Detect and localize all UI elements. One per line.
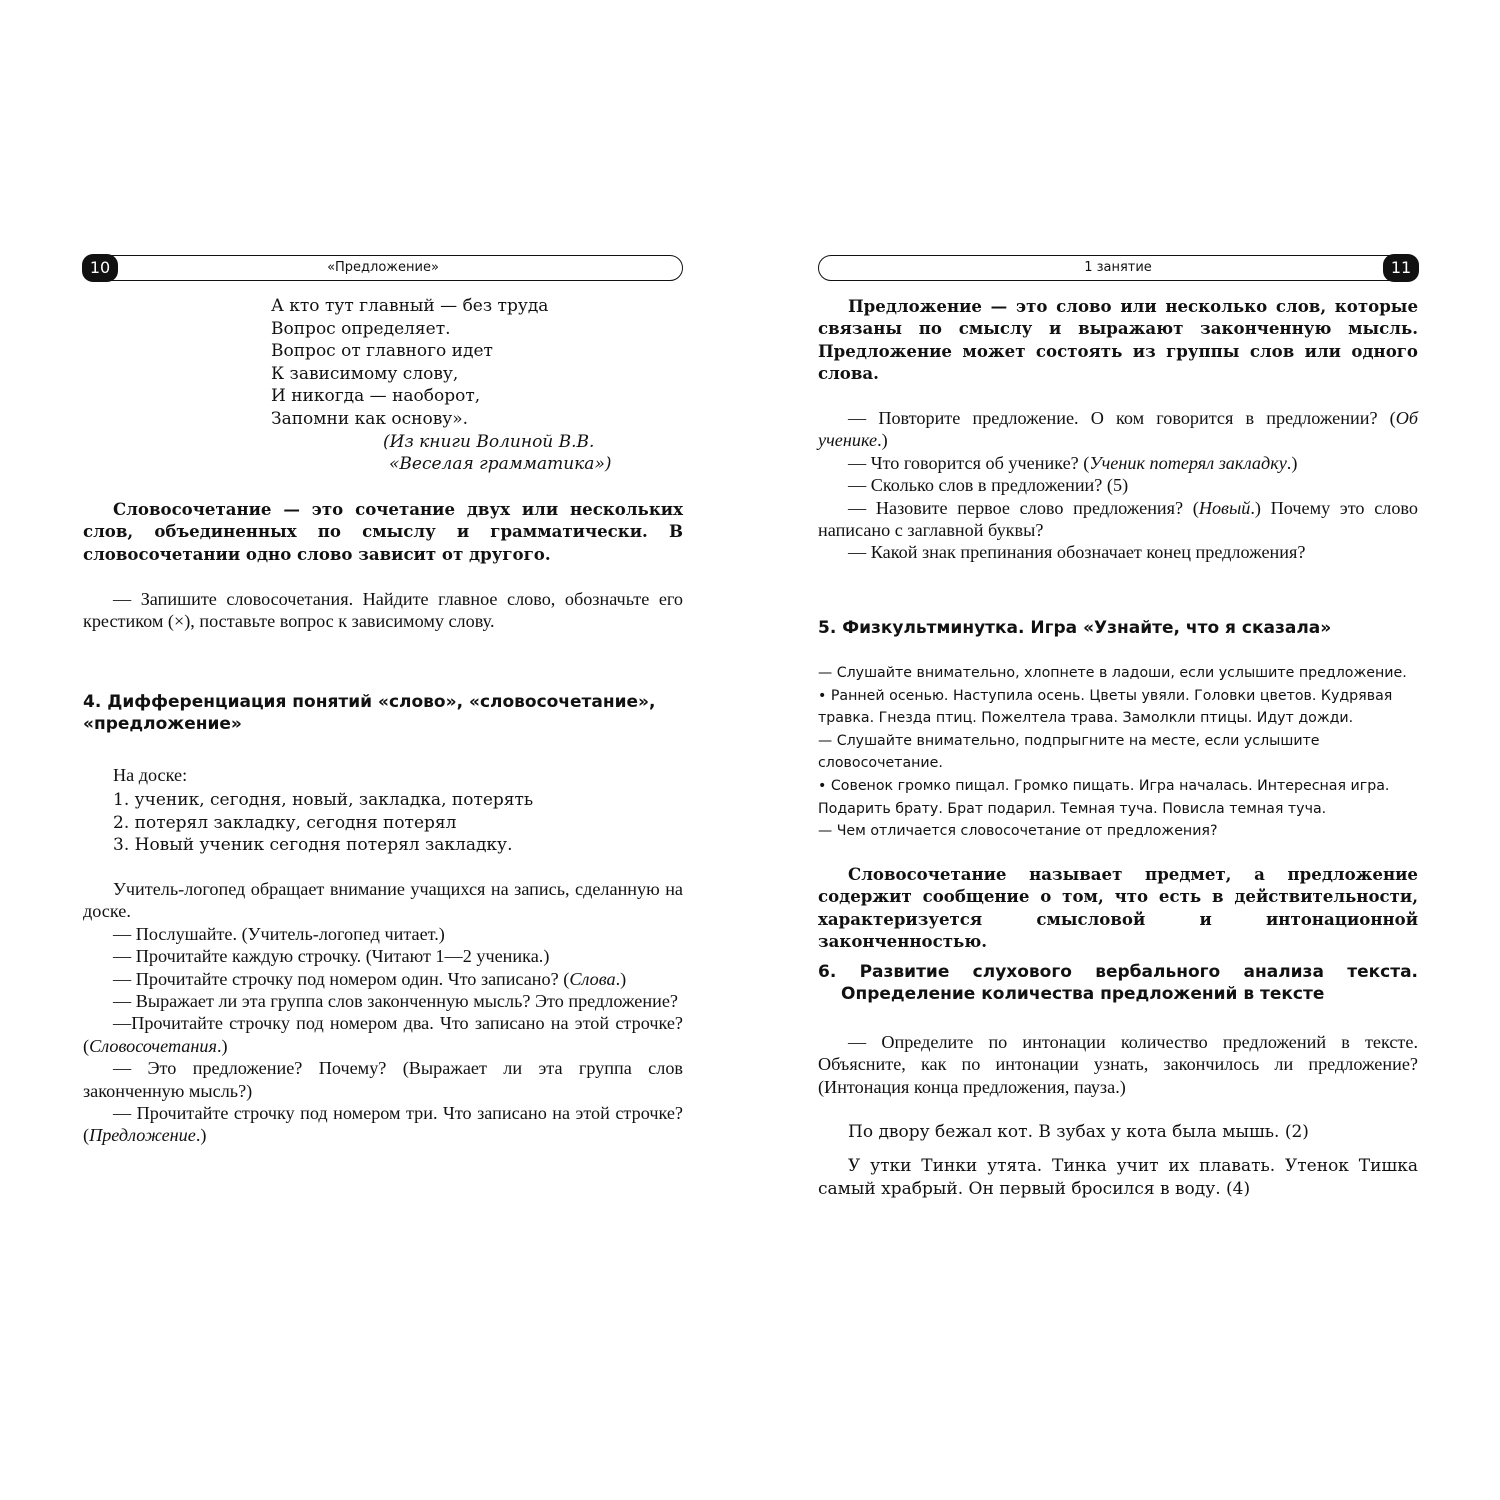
right-page	[818, 255, 1418, 1199]
definition-text: Словосочетание — это сочетание двух или нескольких слов, объединенных по смыслу и грамматически. В словосочетании одно слово зависит от другого.	[83, 499, 683, 564]
dialog-line: — Это предложение? Почему? (Выражает ли эта группа слов законченную мысль?)	[83, 1058, 683, 1101]
question-line: — Назовите первое слово предложения? (Новый.) Почему это слово написано с заглавной буквы?	[818, 497, 1418, 541]
dialog-line: — Выражает ли эта группа слов законченную мысль? Это предложение?	[113, 991, 678, 1012]
definition-text: Предложение — это слово или несколько слов, которые связаны по смыслу и выражают законченную мысль. Предложение может состоять из группы слов или одного слова.	[818, 296, 1418, 384]
section-5-heading: 5. Физкультминутка. Игра «Узнайте, что я сказала»	[818, 618, 1332, 638]
section-6-heading: 6. Развитие слухового вербального анализа текста. Определение количества предложений в тексте	[818, 962, 1418, 1004]
game-line: — Чем отличается словосочетание от предложения?	[818, 823, 1218, 840]
task-text: — Запишите словосочетания. Найдите главное слово, обозначьте его крестиком (×), поставьте вопрос к зависимому слову.	[83, 589, 683, 632]
game-line: • Совенок громко пищал. Громко пищать. Игра началась. Интересная игра. Подарить брату. Брат подарил. Темная туча. Повисла темная туча.	[818, 777, 1390, 817]
dialog-line: —Прочитайте строчку под номером два. Что записано на этой строчке? (Словосочетания.)	[83, 1013, 683, 1056]
board-line: 1. ученик, сегодня, новый, закладка, потерять	[113, 790, 534, 810]
question-line: — Какой знак препинания обозначает конец предложения?	[848, 542, 1306, 563]
board-lines	[113, 789, 683, 857]
dialog-line: — Прочитайте строчку под номером один. Что записано? (Слова.)	[113, 968, 627, 989]
definition-word-combination	[83, 498, 683, 565]
sample-text-2	[818, 1155, 1418, 1200]
poem-line: К зависимому слову,	[271, 363, 459, 384]
conclusion-text: Словосочетание называет предмет, а предложение содержит сообщение о том, что есть в действительности, характеризуется смысловой и интонационной законченностью.	[818, 864, 1418, 952]
page-number: 11	[1383, 254, 1419, 282]
poem	[271, 295, 683, 476]
left-page	[83, 255, 683, 1146]
section-4-heading: 4. Дифференциация понятий «слово», «словосочетание», «предложение»	[83, 692, 656, 734]
game-line: • Ранней осенью. Наступила осень. Цветы увяли. Головки цветов. Кудрявая травка. Гнезда птиц. Пожелтела трава. Замолкли птицы. Идут дожди.	[818, 687, 1393, 727]
running-title: 1 занятие	[1084, 260, 1152, 275]
dialog-line: — Прочитайте каждую строчку. (Читают 1—2 ученика.)	[113, 946, 550, 967]
sample-text: У утки Тинки утята. Тинка учит их плавать. Утенок Тишка самый храбрый. Он первый бросился в воду. (4)	[818, 1156, 1418, 1199]
poem-source: «Веселая грамматика»)	[389, 454, 612, 475]
dialog-line: Учитель-логопед обращает внимание учащихся на запись, сделанную на доске.	[83, 879, 683, 922]
board-line: 3. Новый ученик сегодня потерял закладку.	[113, 835, 513, 856]
dialog-line: — Послушайте. (Учитель-логопед читает.)	[113, 923, 445, 944]
game-line: — Слушайте внимательно, подпрыгните на месте, если услышите словосочетание.	[818, 732, 1320, 772]
poem-line: Вопрос от главного идет	[271, 341, 493, 362]
question-line: — Что говорится об ученике? (Ученик потерял закладку.)	[848, 452, 1298, 473]
sample-text: По двору бежал кот. В зубах у кота была мышь. (2)	[848, 1122, 1309, 1142]
question-line: — Повторите предложение. О ком говорится в предложении? (Об ученике.)	[818, 408, 1418, 451]
poem-line: Вопрос определяет.	[271, 318, 451, 339]
board-line: 2. потерял закладку, сегодня потерял	[113, 812, 457, 833]
running-header	[83, 255, 683, 281]
task-6-text: — Определите по интонации количество предложений в тексте. Объясните, как по интонации узнать, закончилось ли предложение? (Интонация конца предложения, пауза.)	[818, 1032, 1418, 1097]
dialog-line: — Прочитайте строчку под номером три. Что записано на этой строчке? (Предложение.)	[83, 1103, 683, 1146]
page-number: 10	[82, 254, 118, 282]
game-lines	[818, 662, 1418, 843]
poem-line: А кто тут главный — без труда	[271, 296, 549, 316]
running-header	[818, 255, 1418, 281]
conclusion	[818, 863, 1418, 953]
lesson-dialog	[83, 878, 683, 1147]
poem-line: И никогда — наоборот,	[271, 386, 481, 407]
board-label: На доске:	[113, 765, 188, 785]
task-paragraph	[83, 588, 683, 633]
running-title: «Предложение»	[327, 260, 439, 275]
sample-text-1	[818, 1121, 1418, 1144]
question-line: — Сколько слов в предложении? (5)	[848, 475, 1129, 496]
definition-sentence	[818, 295, 1418, 385]
questions	[818, 407, 1418, 564]
poem-line: Запомни как основу».	[271, 408, 469, 429]
poem-source: (Из книги Волиной В.В.	[383, 431, 595, 452]
game-line: — Слушайте внимательно, хлопнете в ладоши, если услышите предложение.	[818, 665, 1407, 681]
task-6	[818, 1031, 1418, 1098]
